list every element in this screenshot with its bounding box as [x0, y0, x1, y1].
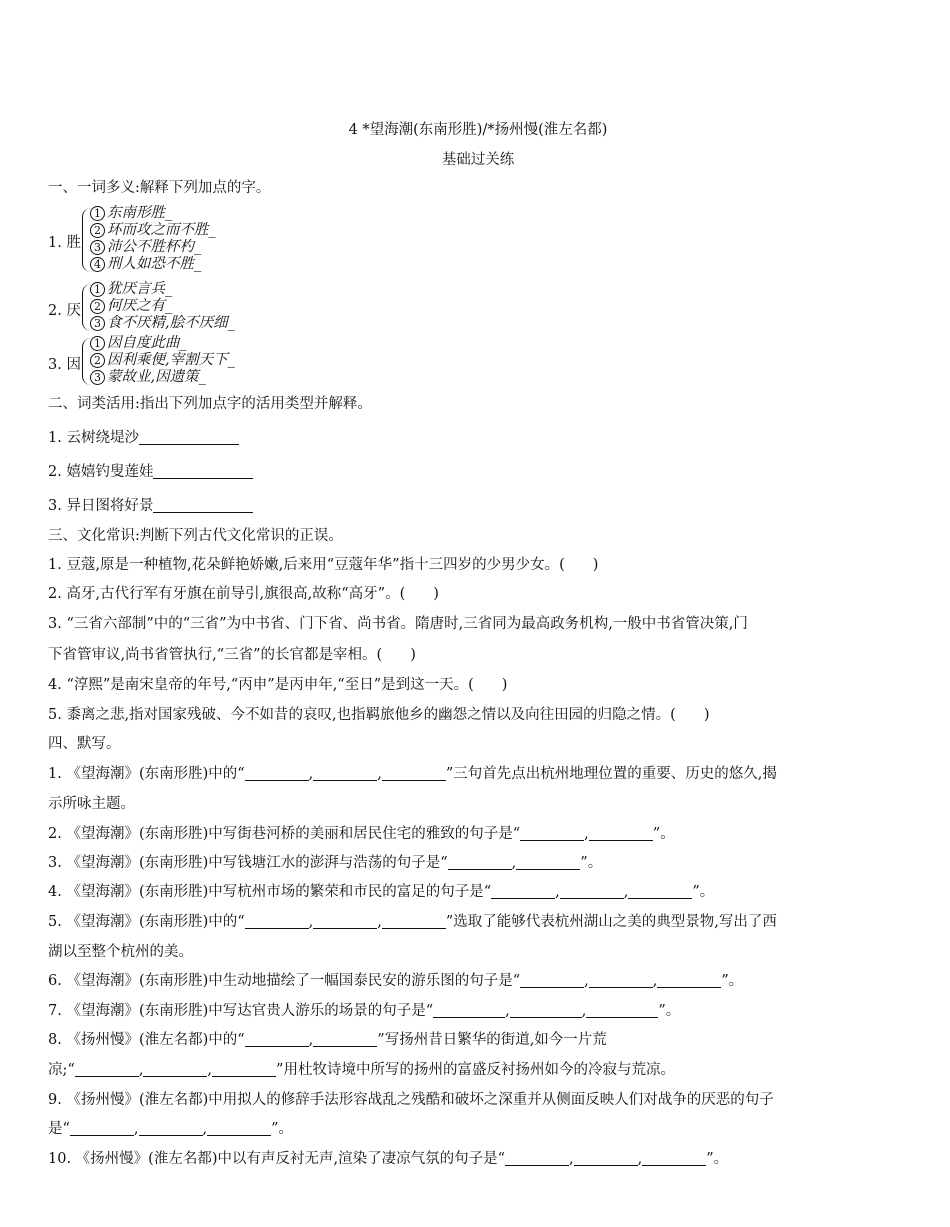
- answer-blank[interactable]: [313, 1030, 377, 1047]
- dictation-question-cont: 示所咏主题。: [48, 796, 135, 812]
- polysemy-item: 3 食不厌精,脍不厌细_: [90, 315, 235, 332]
- answer-blank[interactable]: [153, 462, 253, 479]
- answer-blank[interactable]: [245, 1030, 309, 1047]
- dictation-question: 1. 《望海潮》(东南形胜)中的“ , , ”三句首先点出杭州地理位置的重要、历史的悠久,揭: [48, 766, 777, 782]
- answer-blank[interactable]: [589, 824, 653, 841]
- answer-blank[interactable]: [642, 1149, 706, 1166]
- answer-blank[interactable]: [139, 1119, 203, 1136]
- lesson-title: 4 *望海潮(东南形胜)/*扬州慢(淮左名都): [348, 122, 608, 138]
- dictation-question: 6. 《望海潮》(东南形胜)中生动地描绘了一幅国泰民安的游乐图的句子是“ , , ”。: [48, 973, 744, 989]
- answer-blank[interactable]: [657, 971, 721, 988]
- word-usage-item: 3. 异日图将好景: [48, 496, 253, 516]
- polysemy-item: 2 环而攻之而不胜_: [90, 222, 216, 239]
- word-usage-item: 2. 嬉嬉钓叟莲娃: [48, 462, 253, 482]
- word-usage-item: 1. 云树绕堤沙: [48, 428, 239, 448]
- answer-blank[interactable]: [212, 1060, 276, 1077]
- culture-item: 下省管审议,尚书省管执行,“三省”的长官都是宰相。( ): [48, 647, 416, 663]
- answer-blank[interactable]: [313, 912, 377, 929]
- dictation-question: 8. 《扬州慢》(淮左名都)中的“ , ”写扬州昔日繁华的街道,如今一片荒: [48, 1032, 607, 1048]
- answer-blank[interactable]: [560, 882, 624, 899]
- group-label: 1. 胜: [48, 235, 81, 251]
- answer-blank[interactable]: [433, 1001, 505, 1018]
- section2-heading: 二、词类活用:指出下列加点字的活用类型并解释。: [48, 396, 372, 412]
- answer-blank[interactable]: [70, 1119, 134, 1136]
- dictation-question: 3. 《望海潮》(东南形胜)中写钱塘江水的澎湃与浩荡的句子是“ , ”。: [48, 855, 603, 871]
- polysemy-item: 1 因自度此曲_: [90, 335, 235, 352]
- culture-item: 1. 豆蔻,原是一种植物,花朵鲜艳娇嫩,后来用“豆蔻年华”指十三四岁的少男少女。( ): [48, 557, 599, 573]
- group-label: 3. 因: [48, 357, 81, 373]
- polysemy-item: 1 东南形胜_: [90, 205, 216, 222]
- answer-blank[interactable]: [520, 971, 584, 988]
- answer-blank[interactable]: [245, 912, 309, 929]
- culture-item: 3. “三省六部制”中的“三省”为中书省、门下省、尚书省。隋唐时,三省同为最高政务机构,一般中书省管决策,门: [48, 616, 748, 632]
- dictation-question: 4. 《望海潮》(东南形胜)中写杭州市场的繁荣和市民的富足的句子是“ , , ”。: [48, 884, 715, 900]
- dictation-question: 9. 《扬州慢》(淮左名都)中用拟人的修辞手法形容战乱之残酷和破坏之深重并从侧面反映人们对战争的厌恶的句子: [48, 1092, 774, 1108]
- answer-blank[interactable]: [505, 1149, 569, 1166]
- polysemy-item: 4 刑人如恐不胜_: [90, 256, 216, 273]
- dictation-question-cont: 凉;“ , , ”用杜牧诗境中所写的扬州的富盛反衬扬州如今的冷寂与荒凉。: [48, 1062, 675, 1078]
- answer-blank[interactable]: [491, 882, 555, 899]
- answer-blank[interactable]: [448, 853, 512, 870]
- answer-blank[interactable]: [382, 912, 446, 929]
- dictation-question: 10. 《扬州慢》(淮左名都)中以有声反衬无声,渲染了凄凉气氛的句子是“ , , ”。: [48, 1151, 729, 1167]
- answer-blank[interactable]: [382, 764, 446, 781]
- answer-blank[interactable]: [589, 971, 653, 988]
- section1-heading: 一、一词多义:解释下列加点的字。: [48, 180, 271, 196]
- polysemy-item: 2 因利乘便,宰割天下_: [90, 352, 235, 369]
- dictation-question: 7. 《望海潮》(东南形胜)中写达官贵人游乐的场景的句子是“ , , ”。: [48, 1003, 681, 1019]
- answer-blank[interactable]: [520, 824, 584, 841]
- section-subtitle: 基础过关练: [441, 152, 515, 168]
- polysemy-item: 2 何厌之有_: [90, 298, 235, 315]
- answer-blank[interactable]: [245, 764, 309, 781]
- polysemy-item: 1 犹厌言兵_: [90, 281, 235, 298]
- culture-item: 5. 黍离之悲,指对国家残破、今不如昔的哀叹,也指羁旅他乡的幽怨之情以及向往田园的归隐之情。( ): [48, 707, 710, 723]
- polysemy-item: 3 沛公不胜杯杓_: [90, 239, 216, 256]
- dictation-question-cont: 湖以至整个杭州的美。: [48, 944, 193, 960]
- culture-item: 4. “淳熙”是南宋皇帝的年号,“丙申”是丙申年,“至日”是到这一天。( ): [48, 677, 508, 693]
- answer-blank[interactable]: [139, 428, 239, 445]
- answer-blank[interactable]: [207, 1119, 271, 1136]
- answer-blank[interactable]: [153, 496, 253, 513]
- answer-blank[interactable]: [75, 1060, 139, 1077]
- dictation-question: 2. 《望海潮》(东南形胜)中写街巷河桥的美丽和居民住宅的雅致的句子是“ , ”。: [48, 826, 675, 842]
- answer-blank[interactable]: [143, 1060, 207, 1077]
- section3-heading: 三、文化常识:判断下列古代文化常识的正误。: [48, 528, 343, 544]
- section4-heading: 四、默写。: [48, 736, 121, 752]
- answer-blank[interactable]: [586, 1001, 658, 1018]
- dictation-question-cont: 是“ , , ”。: [48, 1121, 294, 1137]
- group-label: 2. 厌: [48, 303, 81, 319]
- answer-blank[interactable]: [628, 882, 692, 899]
- answer-blank[interactable]: [510, 1001, 582, 1018]
- polysemy-item: 3 蒙故业,因遗策_: [90, 369, 235, 386]
- dictation-question: 5. 《望海潮》(东南形胜)中的“ , , ”选取了能够代表杭州湖山之美的典型景物,写出了西: [48, 914, 777, 930]
- answer-blank[interactable]: [574, 1149, 638, 1166]
- answer-blank[interactable]: [313, 764, 377, 781]
- culture-item: 2. 高牙,古代行军有牙旗在前导引,旗很高,故称“高牙”。( ): [48, 586, 439, 602]
- answer-blank[interactable]: [516, 853, 580, 870]
